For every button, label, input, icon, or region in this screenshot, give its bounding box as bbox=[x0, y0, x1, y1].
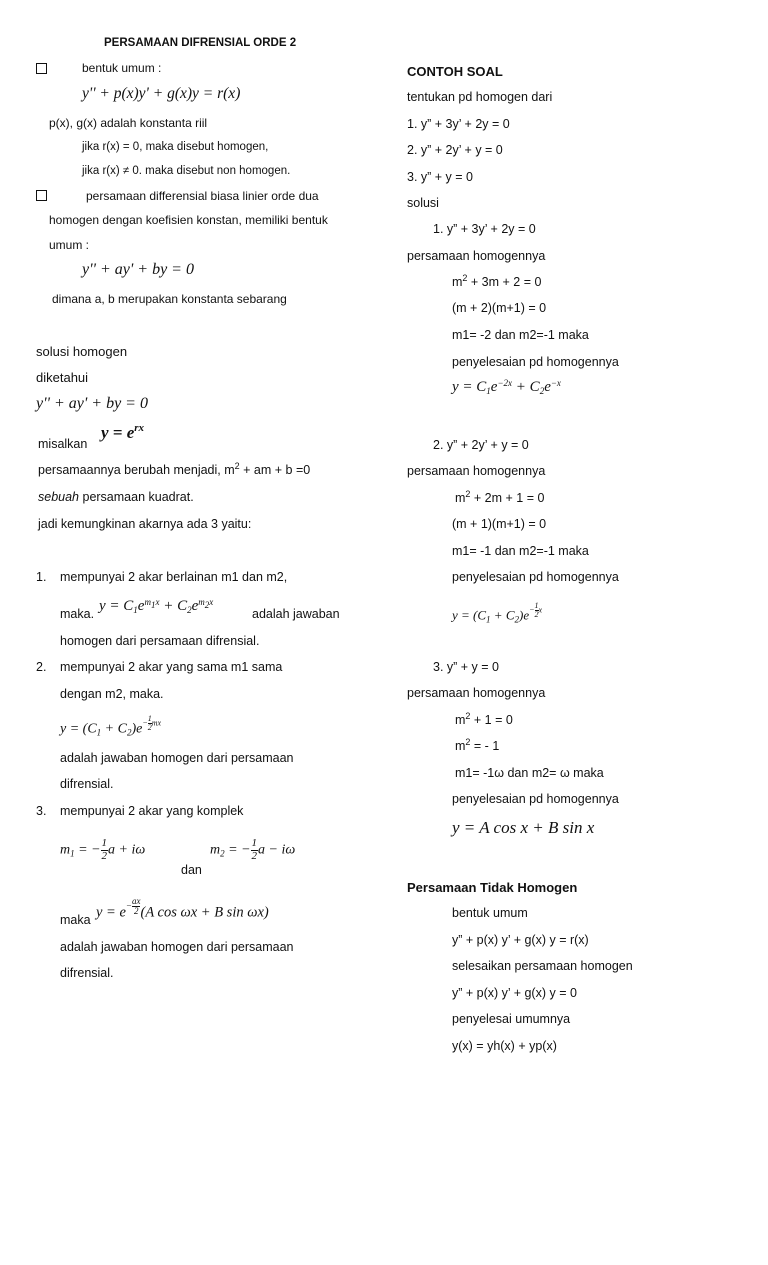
quadratic-note: sebuah persamaan kuadrat. bbox=[38, 490, 194, 504]
pdb-definition-line3: umum : bbox=[49, 238, 90, 252]
case-3-number: 3. bbox=[36, 804, 47, 818]
three-cases-intro: jadi kemungkinan akarnya ada 3 yaitu: bbox=[38, 517, 252, 531]
case-3-text: mempunyai 2 akar yang komplek bbox=[60, 804, 244, 818]
checkbox-bullet-icon bbox=[36, 190, 47, 201]
solution-3-heading: 3. y” + y = 0 bbox=[433, 660, 500, 674]
solution-1-penyelesaian: penyelesaian pd homogennya bbox=[452, 355, 619, 369]
case-2-difrensial: difrensial. bbox=[60, 777, 114, 791]
solution-2-characteristic: $m^2 + 2m + 1 = 0$ bbox=[455, 489, 545, 505]
solution-2-persamaan-homogen: persamaan homogennya bbox=[407, 464, 546, 478]
nh-selesaikan: selesaikan persamaan homogen bbox=[452, 959, 633, 973]
case-3-solution-formula: y = e− $\frac{ax}{2}$ (A cos ωx + B sin ωx) bbox=[96, 896, 269, 921]
nh-penyelesai: penyelesai umumnya bbox=[452, 1012, 571, 1026]
case-2-text: mempunyai 2 akar yang sama m1 sama bbox=[60, 660, 283, 674]
solusi-label: solusi bbox=[407, 196, 439, 210]
solution-1-persamaan-homogen: persamaan homogennya bbox=[407, 249, 546, 263]
question-1: 1. y” + 3y’ + 2y = 0 bbox=[407, 117, 510, 131]
solution-3-m-squared: $m^2$ = - 1 bbox=[455, 737, 500, 753]
case-1-maka: maka. bbox=[60, 607, 95, 621]
document-title: PERSAMAAN DIFRENSIAL ORDE 2 bbox=[104, 37, 297, 49]
case-3-root-m2: $m_2$ = − $\frac{1}{2}$ a − iω bbox=[210, 837, 296, 862]
case-3-root-m1: $m_1$ = − $\frac{1}{2}$ a + iω bbox=[60, 837, 146, 862]
solution-2-roots: m1= -1 dan m2=-1 maka bbox=[452, 544, 589, 558]
case-1-homogen-dari: homogen dari persamaan difrensial. bbox=[60, 634, 260, 648]
case-3-adalah: adalah jawaban homogen dari persamaan bbox=[60, 940, 294, 954]
nh-general-equation: y” + p(x) y’ + g(x) y = r(x) bbox=[452, 933, 589, 947]
case-3-dan: dan bbox=[181, 863, 202, 877]
nh-bentuk-umum: bentuk umum bbox=[452, 906, 528, 920]
nh-general-solution: y(x) = yh(x) + yp(x) bbox=[452, 1039, 557, 1053]
pdb-definition-line2: homogen dengan koefisien konstan, memiliki bentuk bbox=[49, 213, 328, 227]
case-2-adalah: adalah jawaban homogen dari persamaan bbox=[60, 751, 294, 765]
solution-1-characteristic: $m^2 + 3m + 2 = 0$ bbox=[452, 273, 542, 289]
solution-3-roots: m1= -1ω dan m2= ω maka bbox=[455, 766, 604, 780]
dimana-text: dimana a, b merupakan konstanta sebarang bbox=[52, 292, 287, 306]
case-3-maka: maka bbox=[60, 913, 91, 927]
solution-1-factored: (m + 2)(m+1) = 0 bbox=[452, 301, 547, 315]
case-2-solution-formula: $y = (C_1 + C_2)e-$ $\frac{1}{2}$ mx bbox=[60, 714, 162, 738]
checkbox-bullet-icon bbox=[36, 63, 47, 74]
tentukan-text: tentukan pd homogen dari bbox=[407, 90, 553, 104]
solution-3-persamaan-homogen: persamaan homogennya bbox=[407, 686, 546, 700]
question-3: 3. y” + y = 0 bbox=[407, 170, 474, 184]
solution-3-characteristic: $m^2 + 1 = 0$ bbox=[455, 711, 513, 727]
case-2-number: 2. bbox=[36, 660, 47, 674]
homogeneous-equation-2: y'' + ay' + by = 0 bbox=[36, 395, 148, 412]
homogen-condition: jika r(x) = 0, maka disebut homogen, bbox=[82, 141, 269, 153]
general-equation: y'' + p(x)y' + g(x)y = r(x) bbox=[82, 85, 241, 102]
pdb-definition-line1: persamaan differensial biasa linier orde dua bbox=[86, 189, 319, 203]
case-1-number: 1. bbox=[36, 570, 47, 584]
case-3-difrensial: difrensial. bbox=[60, 966, 114, 980]
contoh-soal-heading: CONTOH SOAL bbox=[407, 64, 503, 79]
nh-homogeneous-equation: y” + p(x) y’ + g(x) y = 0 bbox=[452, 986, 577, 1000]
misalkan-label: misalkan bbox=[38, 437, 88, 451]
bentuk-umum-label: bentuk umum : bbox=[82, 61, 162, 75]
case-1-text: mempunyai 2 akar berlainan m1 dan m2, bbox=[60, 570, 288, 584]
exponential-ansatz: $y = e^{rx}$ bbox=[101, 422, 145, 442]
diketahui-label: diketahui bbox=[36, 370, 89, 385]
solution-1-roots: m1= -2 dan m2=-1 maka bbox=[452, 328, 589, 342]
case-2-dengan: dengan m2, maka. bbox=[60, 687, 164, 701]
pg-constant-text: p(x), g(x) adalah konstanta riil bbox=[49, 116, 208, 130]
solusi-homogen-heading: solusi homogen bbox=[36, 344, 128, 359]
characteristic-equation-text: persamaannya berubah menjadi, $m^2$ + am + b =0 bbox=[38, 461, 311, 477]
solution-1-heading: 1. y” + 3y’ + 2y = 0 bbox=[433, 222, 536, 236]
tidak-homogen-heading: Persamaan Tidak Homogen bbox=[407, 880, 578, 895]
solution-2-penyelesaian: penyelesaian pd homogennya bbox=[452, 570, 619, 584]
case-1-adalah-jawaban: adalah jawaban bbox=[252, 607, 340, 621]
question-2: 2. y” + 2y’ + y = 0 bbox=[407, 143, 503, 157]
solution-2-factored: (m + 1)(m+1) = 0 bbox=[452, 517, 547, 531]
solution-2-formula: $y = (C_1 + C_2)e-$ $\frac{1}{2}$ x bbox=[452, 601, 543, 625]
solution-1-formula: $y = C_1e^{-2x} + C_2e^{-x}$ bbox=[452, 378, 561, 396]
solution-3-formula: y = A cos x + B sin x bbox=[452, 818, 595, 837]
case-1-solution-formula: $y = C_1e^{m_1x} + C_2e^{m_2x}$ bbox=[99, 597, 214, 615]
solution-3-penyelesaian: penyelesaian pd homogennya bbox=[452, 792, 619, 806]
nonhomogen-condition: jika r(x) ≠ 0. maka disebut non homogen. bbox=[82, 165, 291, 177]
solution-2-heading: 2. y” + 2y’ + y = 0 bbox=[433, 438, 529, 452]
homogeneous-equation: y'' + ay' + by = 0 bbox=[82, 261, 194, 278]
